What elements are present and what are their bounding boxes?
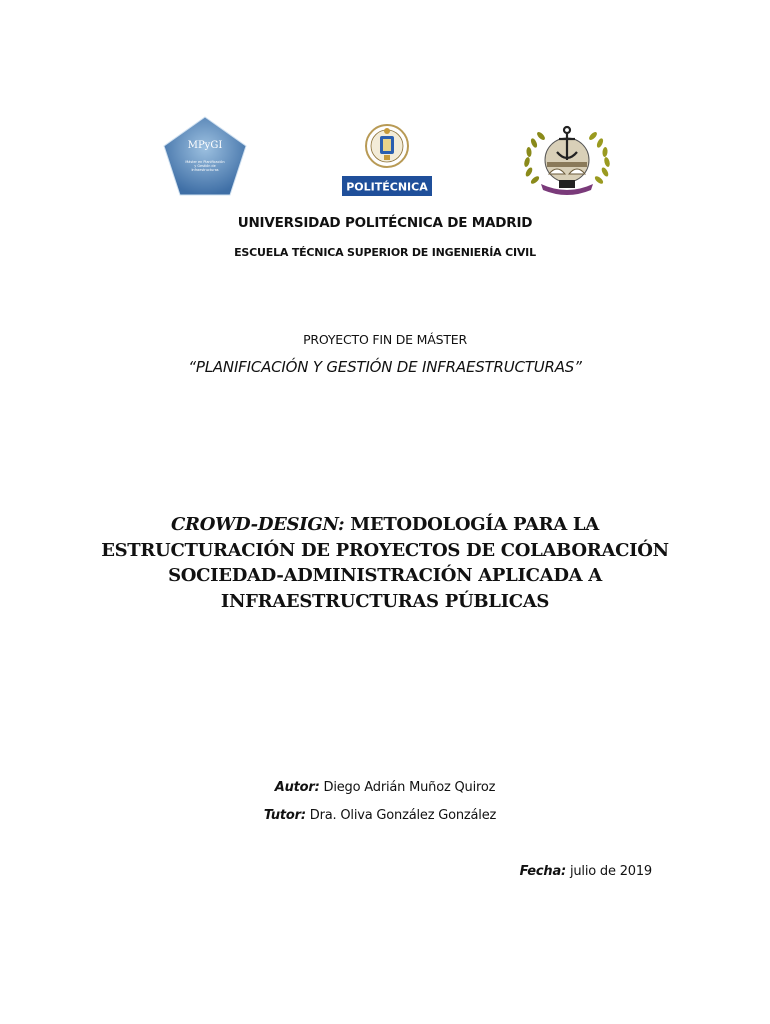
date-line (520, 864, 652, 879)
tutor-name: Dra. Oliva González González (305, 808, 497, 823)
thesis-title-line-4: INFRAESTRUCTURAS PÚBLICAS (220, 590, 550, 612)
tutor-line (0, 808, 760, 823)
author-name: Diego Adrián Muñoz Quiroz (319, 780, 496, 795)
school-name: ESCUELA TÉCNICA SUPERIOR DE INGENIERÍA CIVIL (234, 246, 536, 259)
university-name: UNIVERSIDAD POLITÉCNICA DE MADRID (237, 215, 533, 231)
thesis-title-line-3: SOCIEDAD-ADMINISTRACIÓN APLICADA A (168, 565, 602, 586)
mpygi-logo-title: MPyGI (187, 140, 223, 151)
mpygi-logo-caption-1: Máster en Planificación (185, 160, 225, 164)
author-label: Autor: (274, 780, 320, 795)
author-line (0, 780, 770, 795)
mpygi-logo (162, 115, 248, 197)
project-type-label: PROYECTO FIN DE MÁSTER (303, 332, 467, 347)
mpygi-logo-caption-3: Infraestructuras (191, 168, 219, 172)
thesis-title-line-1 (0, 512, 770, 538)
date-label: Fecha: (519, 864, 567, 879)
tutor-label: Tutor: (263, 808, 306, 823)
thesis-title-lead: CROWD-DESIGN: (171, 514, 345, 535)
upm-logo-label: POLITÉCNICA (346, 180, 428, 194)
thesis-title-line-1-rest: METODOLOGÍA PARA LA (344, 514, 599, 535)
mpygi-logo-caption-2: y Gestión de (194, 164, 216, 168)
program-name: “PLANIFICACIÓN Y GESTIÓN DE INFRAESTRUCTURAS” (188, 358, 582, 376)
date-value: julio de 2019 (566, 864, 652, 879)
thesis-title-line-2: ESTRUCTURACIÓN DE PROYECTOS DE COLABORACIÓN (101, 539, 669, 561)
upm-politecnica-logo (342, 122, 432, 196)
upm-shield-icon (366, 125, 408, 167)
civil-engineering-emblem (519, 122, 615, 198)
thesis-title (0, 512, 770, 614)
